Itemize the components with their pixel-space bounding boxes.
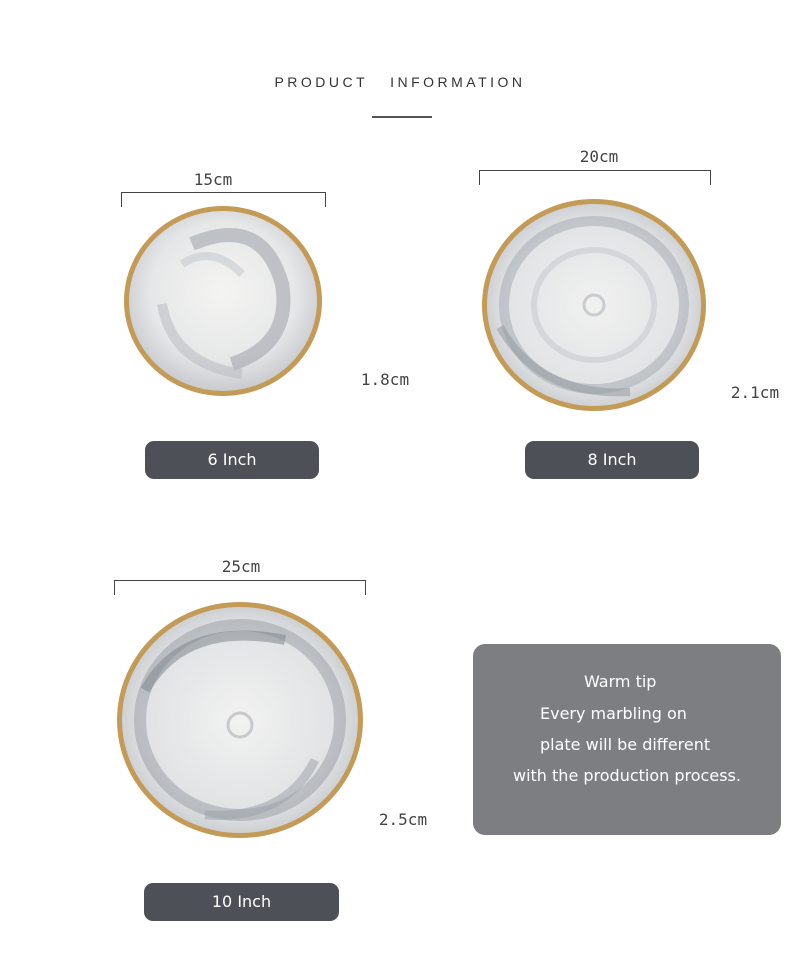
warm-tip-box	[473, 644, 781, 835]
plate-10-size-badge: 10 Inch	[144, 883, 339, 921]
warm-tip-line: with the production process.	[513, 766, 741, 785]
page-title: PRODUCT INFORMATION	[274, 74, 526, 90]
plate-10-width-label: 25cm	[221, 557, 261, 576]
plate-6-width-label: 15cm	[193, 170, 233, 189]
plate-8-width-label: 20cm	[579, 147, 619, 166]
plate-8-height-label: 2.1cm	[730, 383, 780, 402]
plate-6-image	[122, 204, 324, 398]
plate-6-height-label: 1.8cm	[360, 370, 410, 389]
plate-8-size-badge: 8 Inch	[525, 441, 699, 479]
plate-10-height-label: 2.5cm	[378, 810, 428, 829]
warm-tip-line: Every marbling on	[540, 704, 687, 723]
plate-10-width-bracket	[114, 580, 366, 595]
plate-8-image	[480, 197, 708, 413]
plate-6-size-badge: 6 Inch	[145, 441, 319, 479]
warm-tip-title: Warm tip	[584, 672, 657, 691]
plate-8-width-bracket	[479, 170, 711, 185]
warm-tip-line: plate will be different	[540, 735, 711, 754]
plate-10-image	[115, 600, 365, 840]
title-divider	[372, 116, 432, 118]
